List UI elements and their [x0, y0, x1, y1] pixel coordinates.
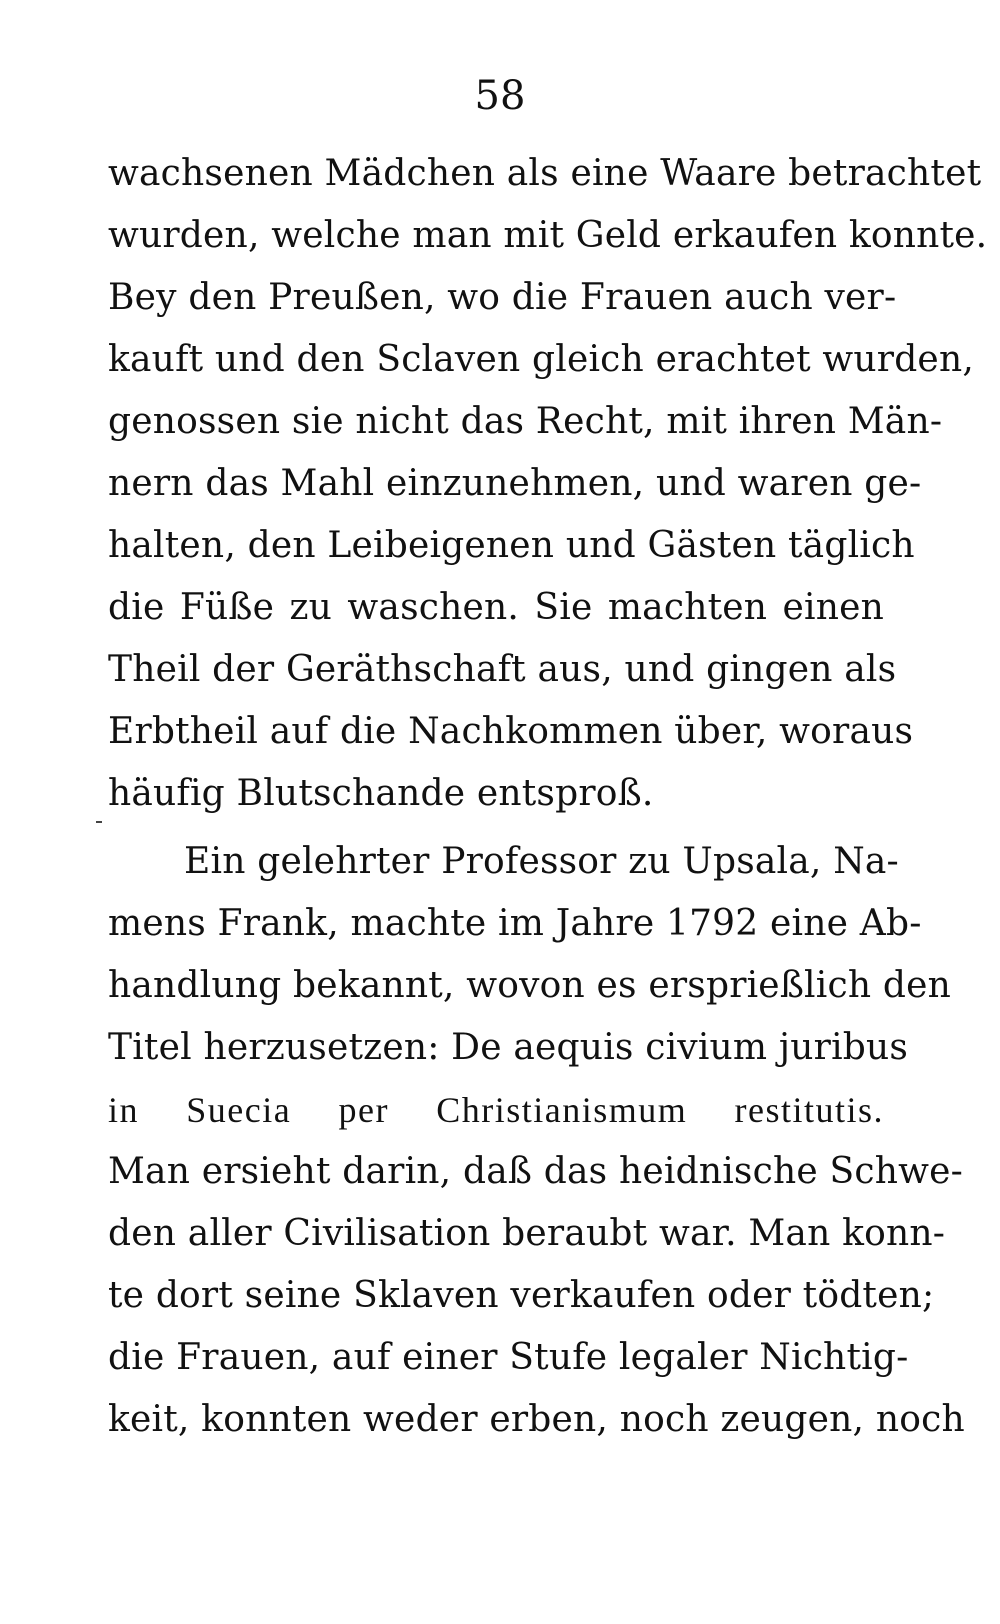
- print-speck: [96, 821, 102, 823]
- text-line: wurden, welche man mit Geld erkaufen konnte.: [108, 215, 988, 256]
- text-line: Bey den Preußen, wo die Frauen auch ver-: [108, 277, 897, 318]
- text-line: Erbtheil auf die Nachkommen über, woraus: [108, 711, 914, 752]
- text-line: halten, den Leibeigenen und Gästen täglich: [108, 525, 915, 566]
- text-line: handlung bekannt, wovon es ersprießlich den: [108, 965, 952, 1006]
- text-line: die Frauen, auf einer Stufe legaler Nichtig-: [108, 1337, 909, 1378]
- text-line: den aller Civilisation beraubt war. Man konn-: [108, 1213, 946, 1254]
- text-line: mens Frank, machte im Jahre 1792 eine Ab-: [108, 903, 922, 944]
- paragraph-2: [108, 831, 965, 1451]
- text-line: genossen sie nicht das Recht, mit ihren Män-: [108, 401, 943, 442]
- text-line: die Füße zu waschen. Sie machten einen: [108, 587, 884, 628]
- text-line: nern das Mahl einzunehmen, und waren ge-: [108, 463, 922, 504]
- text-line: in Suecia per Christianismum restitutis.: [108, 1090, 884, 1130]
- text-line: kauft und den Sclaven gleich erachtet wurden,: [108, 339, 974, 380]
- text-line: Titel herzusetzen: De aequis civium juribus: [108, 1027, 909, 1068]
- text-line: wachsenen Mädchen als eine Waare betrachtet: [108, 153, 982, 194]
- text-line: häufig Blutschande entsproß.: [108, 773, 654, 814]
- text-line: Theil der Geräthschaft aus, und gingen als: [108, 649, 897, 690]
- text-line: keit, konnten weder erben, noch zeugen, noch: [108, 1399, 965, 1440]
- text-line: Man ersieht darin, daß das heidnische Schwe-: [108, 1151, 963, 1192]
- page-number: 58: [474, 73, 526, 119]
- paragraph-1: [108, 143, 988, 825]
- text-line: Ein gelehrter Professor zu Upsala, Na-: [184, 841, 899, 882]
- text-line: te dort seine Sklaven verkaufen oder tödten;: [108, 1275, 935, 1316]
